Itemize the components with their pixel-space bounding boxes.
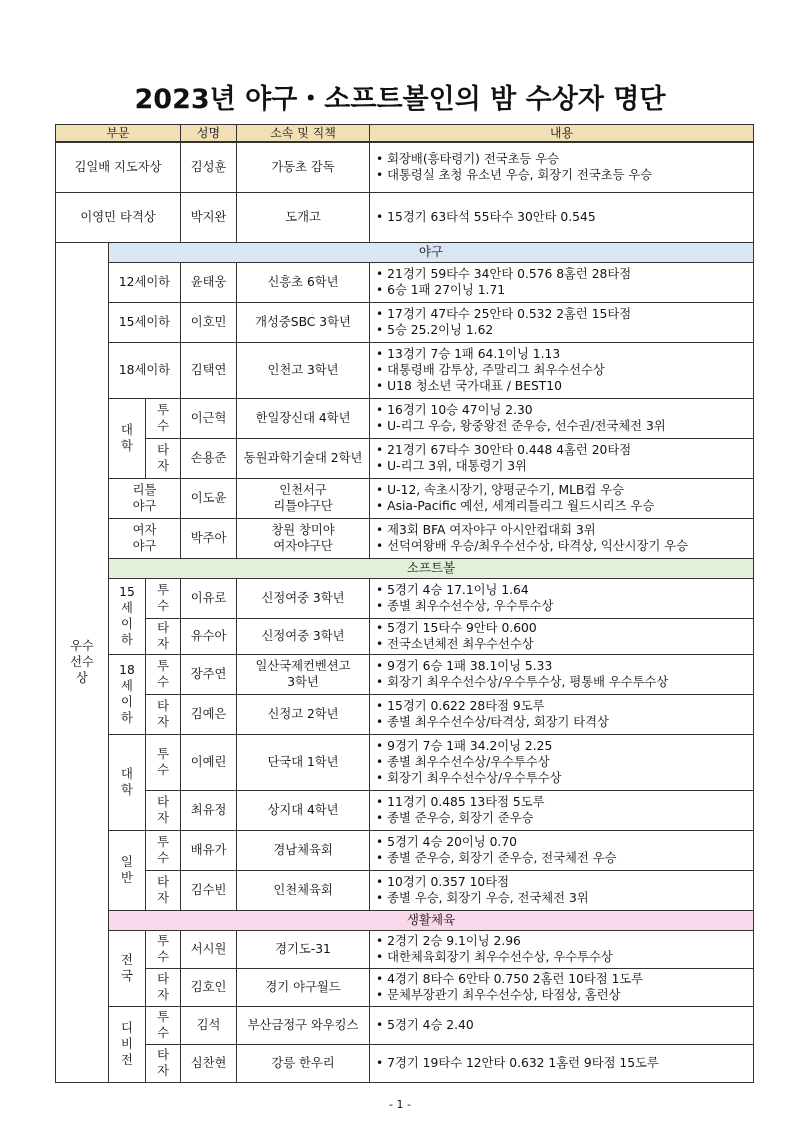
table-row bbox=[56, 125, 754, 143]
position: 타 자 bbox=[146, 1044, 181, 1082]
position: 투 수 bbox=[146, 398, 181, 438]
content-line: • 종별 최우수선수상, 우수투수상 bbox=[376, 599, 554, 613]
table-row bbox=[56, 438, 754, 478]
player-content bbox=[370, 694, 754, 734]
content-line: • 5승 25.2이닝 1.62 bbox=[376, 323, 494, 337]
content-line: • 6승 1패 27이닝 1.71 bbox=[376, 283, 506, 297]
position: 타 자 bbox=[146, 870, 181, 910]
position: 투 수 bbox=[146, 930, 181, 968]
player-content bbox=[370, 830, 754, 870]
content-line: • 회장기 최우수선수상/우수투수상 bbox=[376, 771, 562, 785]
player-affil: 신정고 2학년 bbox=[237, 694, 370, 734]
content-line: • 4경기 8타수 6안타 0.750 2홈런 10타점 1도루 bbox=[376, 972, 644, 986]
position: 투 수 bbox=[146, 578, 181, 618]
softball-category: 대 학 bbox=[109, 734, 146, 830]
table-row bbox=[56, 302, 754, 342]
content-line: • 회장기 최우수선수상/우수투수상, 평통배 우수투수상 bbox=[376, 675, 669, 689]
content-line: • 종별 준우승, 회장기 준우승, 전국체전 우승 bbox=[376, 851, 617, 865]
player-content bbox=[370, 262, 754, 302]
player-name: 심찬현 bbox=[181, 1044, 237, 1082]
content-line: • 선덕여왕배 우승/최우수선수상, 타격상, 익산시장기 우승 bbox=[376, 539, 688, 553]
table-row bbox=[56, 694, 754, 734]
content-line: • 16경기 10승 47이닝 2.30 bbox=[376, 403, 533, 417]
player-name: 윤태웅 bbox=[181, 262, 237, 302]
player-name: 최유정 bbox=[181, 790, 237, 830]
player-content bbox=[370, 1044, 754, 1082]
content-line: • 9경기 7승 1패 34.2이닝 2.25 bbox=[376, 739, 553, 753]
content-line: • 제3회 BFA 여자야구 아시안컵대회 3위 bbox=[376, 523, 596, 537]
baseball-category: 12세이하 bbox=[109, 262, 181, 302]
player-name: 김예은 bbox=[181, 694, 237, 734]
player-name: 이도윤 bbox=[181, 478, 237, 518]
award-affil: 도개고 bbox=[237, 192, 370, 242]
section-softball: 소프트볼 bbox=[109, 558, 754, 578]
player-affil: 인천체육회 bbox=[237, 870, 370, 910]
content-line: • 10경기 0.357 10타점 bbox=[376, 875, 510, 889]
player-name: 김택연 bbox=[181, 342, 237, 398]
table-row bbox=[56, 654, 754, 694]
position: 타 자 bbox=[146, 968, 181, 1006]
content-line: • 15경기 0.622 28타점 9도루 bbox=[376, 699, 545, 713]
table-row bbox=[56, 910, 754, 930]
player-name: 김호인 bbox=[181, 968, 237, 1006]
player-name: 이근혁 bbox=[181, 398, 237, 438]
softball-category: 15 세 이 하 bbox=[109, 578, 146, 654]
position: 타 자 bbox=[146, 618, 181, 654]
player-affil: 일산국제컨벤션고 3학년 bbox=[237, 654, 370, 694]
player-content bbox=[370, 930, 754, 968]
award-affil: 가동초 감독 bbox=[237, 142, 370, 192]
content-line: • 문체부장관기 최우수선수상, 타점상, 홈런상 bbox=[376, 988, 621, 1002]
awards-table bbox=[55, 124, 754, 1083]
content-line: • 7경기 19타수 12안타 0.632 1홈런 9타점 15도루 bbox=[376, 1056, 659, 1070]
table-row bbox=[56, 1006, 754, 1044]
content-line: • 전국소년체전 최우수선수상 bbox=[376, 637, 534, 651]
player-affil: 부산금정구 와우킹스 bbox=[237, 1006, 370, 1044]
table-row bbox=[56, 790, 754, 830]
table-row bbox=[56, 142, 754, 192]
player-affil: 경기 야구월드 bbox=[237, 968, 370, 1006]
player-content bbox=[370, 1006, 754, 1044]
player-affil: 상지대 4학년 bbox=[237, 790, 370, 830]
player-affil: 신정여중 3학년 bbox=[237, 618, 370, 654]
header-content: 내용 bbox=[370, 125, 754, 143]
content-line: • 2경기 2승 9.1이닝 2.96 bbox=[376, 934, 521, 948]
table-row bbox=[56, 192, 754, 242]
player-name: 유수아 bbox=[181, 618, 237, 654]
player-content bbox=[370, 398, 754, 438]
player-name: 김석 bbox=[181, 1006, 237, 1044]
table-row bbox=[56, 578, 754, 618]
content-line: • 21경기 67타수 30안타 0.448 4홈런 20타점 bbox=[376, 443, 632, 457]
player-name: 김수빈 bbox=[181, 870, 237, 910]
section-baseball: 야구 bbox=[109, 242, 754, 262]
table-row bbox=[56, 930, 754, 968]
life-category: 디 비 전 bbox=[109, 1006, 146, 1082]
header-affil: 소속 및 직책 bbox=[237, 125, 370, 143]
player-affil: 강릉 한우리 bbox=[237, 1044, 370, 1082]
content-line: • U-12, 속초시장기, 양평군수기, MLB컵 우승 bbox=[376, 483, 624, 497]
player-content bbox=[370, 654, 754, 694]
player-affil: 인천서구 리틀야구단 bbox=[237, 478, 370, 518]
content-line: • Asia-Pacific 예선, 세계리틀리그 월드시리즈 우승 bbox=[376, 499, 655, 513]
baseball-category: 대 학 bbox=[109, 398, 146, 478]
softball-category: 일 반 bbox=[109, 830, 146, 910]
player-content bbox=[370, 734, 754, 790]
table-row bbox=[56, 398, 754, 438]
table-row bbox=[56, 870, 754, 910]
player-name: 이호민 bbox=[181, 302, 237, 342]
player-affil: 경기도-31 bbox=[237, 930, 370, 968]
player-content bbox=[370, 438, 754, 478]
position: 타 자 bbox=[146, 438, 181, 478]
position: 투 수 bbox=[146, 654, 181, 694]
table-row bbox=[56, 618, 754, 654]
player-name: 이유로 bbox=[181, 578, 237, 618]
player-affil: 한일장신대 4학년 bbox=[237, 398, 370, 438]
player-name: 이예린 bbox=[181, 734, 237, 790]
award-content bbox=[370, 142, 754, 192]
player-content bbox=[370, 790, 754, 830]
table-row bbox=[56, 342, 754, 398]
table-row bbox=[56, 1044, 754, 1082]
content-line: • 5경기 15타수 9안타 0.600 bbox=[376, 621, 537, 635]
player-affil: 신정여중 3학년 bbox=[237, 578, 370, 618]
content-line: • 종별 최우수선수상/우수투수상 bbox=[376, 755, 550, 769]
player-content bbox=[370, 870, 754, 910]
award-category: 김일배 지도자상 bbox=[56, 142, 181, 192]
content-line: • 5경기 4승 20이닝 0.70 bbox=[376, 835, 517, 849]
table-row bbox=[56, 558, 754, 578]
content-line: • 11경기 0.485 13타점 5도루 bbox=[376, 795, 545, 809]
player-name: 박주아 bbox=[181, 518, 237, 558]
player-content bbox=[370, 478, 754, 518]
content-line: • 회장배(흥타령기) 전국초등 우승 bbox=[376, 152, 560, 167]
content-line: • 5경기 4승 17.1이닝 1.64 bbox=[376, 583, 529, 597]
award-category: 이영민 타격상 bbox=[56, 192, 181, 242]
content-line: • 대통령배 감투상, 주말리그 최우수선수상 bbox=[376, 363, 605, 377]
player-name: 손용준 bbox=[181, 438, 237, 478]
table-row bbox=[56, 518, 754, 558]
player-content bbox=[370, 342, 754, 398]
player-content bbox=[370, 302, 754, 342]
player-content bbox=[370, 618, 754, 654]
player-name: 서시원 bbox=[181, 930, 237, 968]
section-life-sports: 생활체육 bbox=[109, 910, 754, 930]
table-row bbox=[56, 830, 754, 870]
header-name: 성명 bbox=[181, 125, 237, 143]
content-line: • U-리그 3위, 대통령기 3위 bbox=[376, 459, 527, 473]
page-title: 2023년 야구・소프트볼인의 밤 수상자 명단 bbox=[134, 84, 666, 115]
header-category: 부문 bbox=[56, 125, 181, 143]
page-number: - 1 - bbox=[389, 1098, 411, 1111]
content-line: • 대통령실 초청 유소년 우승, 회장기 전국초등 우승 bbox=[376, 168, 653, 183]
content-line: • 5경기 4승 2.40 bbox=[376, 1018, 474, 1032]
position: 타 자 bbox=[146, 790, 181, 830]
player-name: 배유가 bbox=[181, 830, 237, 870]
table-row bbox=[56, 734, 754, 790]
position: 투 수 bbox=[146, 830, 181, 870]
award-name: 김성훈 bbox=[181, 142, 237, 192]
content-line: • 9경기 6승 1패 38.1이닝 5.33 bbox=[376, 659, 553, 673]
table-row bbox=[56, 478, 754, 518]
content-line: • 15경기 63타석 55타수 30안타 0.545 bbox=[376, 210, 596, 224]
content-line: • 종별 우승, 회장기 우승, 전국체전 3위 bbox=[376, 891, 589, 905]
award-name: 박지완 bbox=[181, 192, 237, 242]
award-content bbox=[370, 192, 754, 242]
content-line: • U-리그 우승, 왕중왕전 준우승, 선수권/전국체전 3위 bbox=[376, 419, 666, 433]
player-content bbox=[370, 578, 754, 618]
position: 투 수 bbox=[146, 734, 181, 790]
player-affil: 단국대 1학년 bbox=[237, 734, 370, 790]
baseball-category: 15세이하 bbox=[109, 302, 181, 342]
player-affil: 신흥초 6학년 bbox=[237, 262, 370, 302]
player-content bbox=[370, 518, 754, 558]
player-name: 장주연 bbox=[181, 654, 237, 694]
baseball-category: 여자 야구 bbox=[109, 518, 181, 558]
baseball-category: 리틀 야구 bbox=[109, 478, 181, 518]
position: 투 수 bbox=[146, 1006, 181, 1044]
content-line: • 13경기 7승 1패 64.1이닝 1.13 bbox=[376, 347, 561, 361]
content-line: • 21경기 59타수 34안타 0.576 8홈런 28타점 bbox=[376, 267, 632, 281]
baseball-category: 18세이하 bbox=[109, 342, 181, 398]
player-content bbox=[370, 968, 754, 1006]
player-affil: 창원 창미야 여자야구단 bbox=[237, 518, 370, 558]
table-row bbox=[56, 968, 754, 1006]
content-line: • 종별 준우승, 회장기 준우승 bbox=[376, 811, 534, 825]
excellent-player-award: 우수 선수 상 bbox=[56, 242, 109, 1082]
player-affil: 개성중SBC 3학년 bbox=[237, 302, 370, 342]
life-category: 전 국 bbox=[109, 930, 146, 1006]
content-line: • 17경기 47타수 25안타 0.532 2홈런 15타점 bbox=[376, 307, 632, 321]
position: 타 자 bbox=[146, 694, 181, 734]
player-affil: 동원과학기술대 2학년 bbox=[237, 438, 370, 478]
content-line: • 종별 최우수선수상/타격상, 회장기 타격상 bbox=[376, 715, 609, 729]
content-line: • U18 청소년 국가대표 / BEST10 bbox=[376, 379, 562, 393]
table-row bbox=[56, 262, 754, 302]
player-affil: 인천고 3학년 bbox=[237, 342, 370, 398]
content-line: • 대한체육회장기 최우수선수상, 우수투수상 bbox=[376, 950, 613, 964]
softball-category: 18 세 이 하 bbox=[109, 654, 146, 734]
table-row bbox=[56, 242, 754, 262]
player-affil: 경남체육회 bbox=[237, 830, 370, 870]
